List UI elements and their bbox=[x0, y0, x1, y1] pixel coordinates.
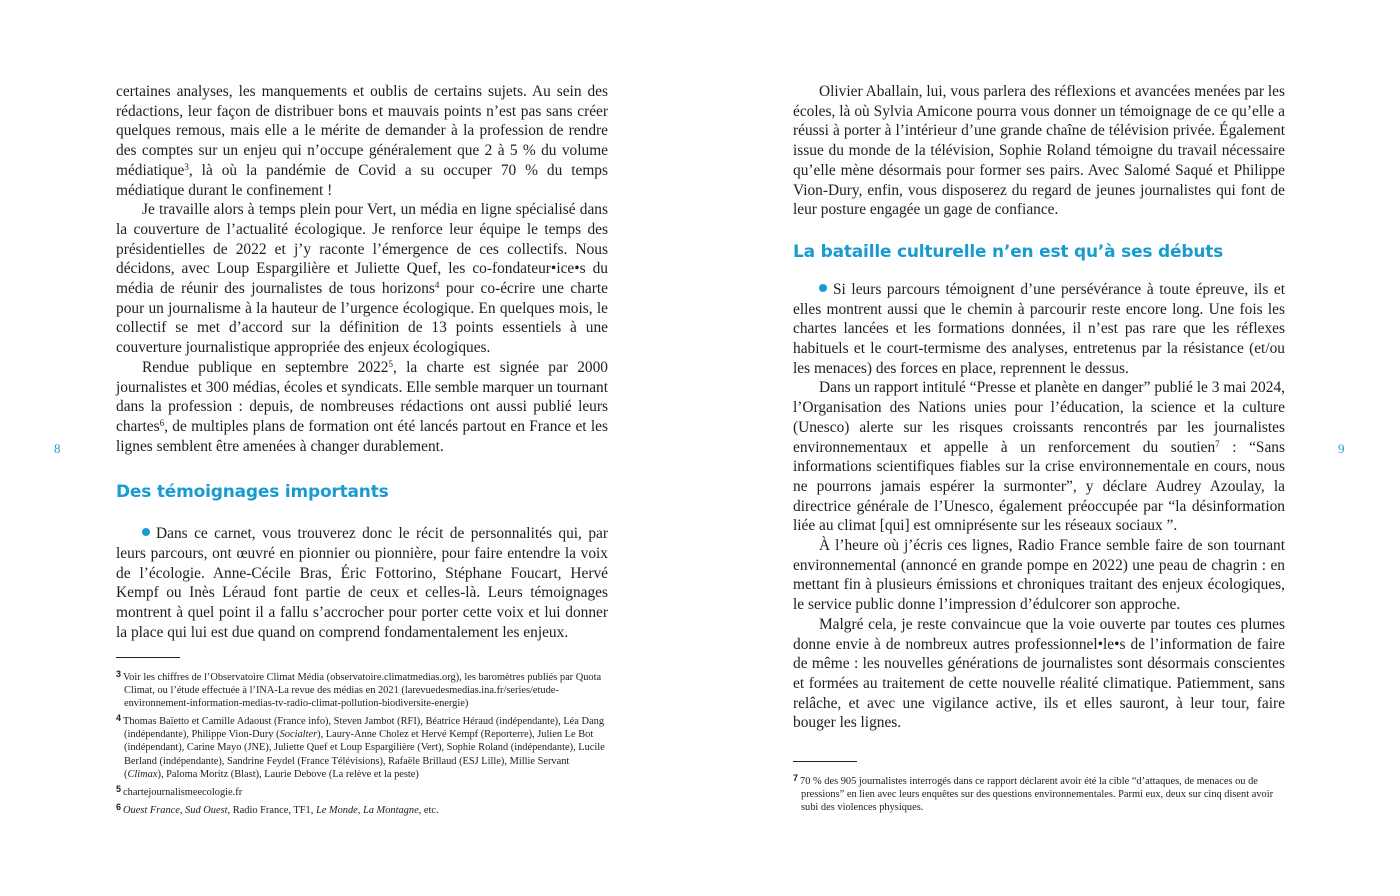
section-heading: La bataille culturelle n’en est qu’à ses débuts bbox=[793, 241, 1224, 262]
footnote-divider bbox=[793, 761, 857, 762]
footnote: 5 chartejournalismeecologie.fr bbox=[116, 783, 243, 798]
paragraph: Dans ce carnet, vous trouverez donc le récit de personnalités qui, par leurs parcours, ont œuvré en pionnier ou pionnière, pour faire entendre la voix de l’écologie. Anne-Cécile Bras, Éric Fottorino, Stéphane Foucart, Hervé Kempf ou Inès Léraud font partie de ceux et celles-là. Leurs témoignages montrent à quel point il a fallu s’accrocher pour porter cette voix et lui donner la place qui lui est due quand on comprend fondamentalement les enjeux. bbox=[116, 525, 608, 641]
footnote: 7 70 % des 905 journalistes interrogés dans ce rapport déclarent avoir été la cible “d’attaques, de menaces ou de pressions” en lien avec leurs enquêtes sur des questions environnementales. Parmi eux, deux sur cinq disent avoir subi des violences physiques. bbox=[793, 773, 1274, 814]
footnote-ref[interactable]: 5 bbox=[388, 358, 393, 369]
right-page bbox=[700, 0, 1400, 896]
right-text-column bbox=[793, 82, 1285, 733]
paragraph: Malgré cela, je reste convaincue que la voie ouverte par toutes ces plumes donne envie à de nombreux autres professionnel•le•s de l’information de faire de même : les nouvelles générations de journalistes sont désormais conscientes et formées au traitement de cette nouvelle réalité climatique. Patiemment, sans relâche, et avec une vigilance active, ils et elles sauront, à leur tour, faire bouger les lignes. bbox=[793, 615, 1285, 732]
paragraph: Dans un rapport intitulé “Presse et planète en danger” publié le 3 mai 2024, l’Organisation des Nations unies pour l’éducation, la science et la culture (Unesco) alerte sur les risques croissants rencontrés par les journalistes environnementaux et appelle à un renforcement du soutien$^7$ : “Sans informations scientifiques fiables sur la crise environnementale en cours, nous ne pourrons jamais espérer la surmonter”, y déclare Audrey Azoulay, la directrice générale de l’Unesco, également préoccupée par “la désinformation liée au climat [qui] est omniprésente sur les réseaux sociaux ”. bbox=[793, 379, 1285, 535]
footnote-ref[interactable]: 3 bbox=[184, 161, 189, 172]
left-text-column bbox=[116, 82, 608, 643]
paragraph: Olivier Aballain, lui, vous parlera des réflexions et avancées menées par les écoles, là où Sylvia Amicone pourra vous donner un témoignage de ce qu’elle a réussi à porter à l’intérieur d’une grande chaîne de télévision privée. Également issue du monde de la télévision, Sophie Roland témoigne du travail nécessaire qu’elle mène désormais pour former ses pairs. Avec Salomé Saqué et Philippe Vion-Dury, enfin, vous disposerez du regard de jeunes journalistes qui font de leur posture engagée un gage de confiance. bbox=[793, 83, 1285, 219]
page-number: 9 bbox=[1338, 441, 1345, 456]
footnote: 4 Thomas Baïetto et Camille Adaoust (France info), Steven Jambot (RFI), Béatrice Héraud (indépendante), Léa Dang (indépendante), Philippe Vion-Dury (Socialter), Laury-Anne Cholez et Hervé Kempf (Reporterre), Julien Le Bot (indépendant), Carine Mayo (JNE), Juliette Quef et Loup Espargilière (Vert), Sophie Roland (indépendante), Lucile Berland (indépendante), Sandrine Feydel (France Télévisions), Rafaële Brillaud (ESJ Lille), Millie Servant (Climax), Paloma Moritz (Blast), Laurie Debove (La relève et la peste) bbox=[116, 713, 605, 780]
paragraph: Je travaille alors à temps plein pour Vert, un média en ligne spécialisé dans la couverture de l’actualité écologique. Je renforce leur équipe le temps des présidentielles de 2022 et j’y raconte l’émergence de ces collectifs. Nous décidons, avec Loup Espargilière et Juliette Quef, les co-fondateur•ice•s du média de réunir des journalistes de tous horizons$^4$ pour co-écrire une charte pour un journalisme à la hauteur de l’urgence écologique. En quelques mois, le collectif se met d’accord sur la définition de 13 points essentiels à une couverture journalistique appropriée des enjeux écologiques. bbox=[116, 201, 608, 357]
footnote: 6 Ouest France, Sud Ouest, Radio France, TF1, Le Monde, La Montagne, etc. bbox=[116, 801, 439, 816]
section-heading: Des témoignages importants bbox=[116, 482, 389, 503]
bullet-dot-icon bbox=[142, 528, 150, 536]
bullet-dot-icon bbox=[819, 284, 827, 292]
paragraph: Si leurs parcours témoignent d’une persévérance à toute épreuve, ils et elles montrent aussi que le chemin à parcourir reste encore long. Une fois les chartes lancées et les formations données, il n’est pas rare que les réflexes habituels et le court-termisme des analyses, entretenus par la résistance (et/ou les menaces) des forces en place, reprennent le dessus. bbox=[793, 280, 1285, 377]
paragraph: certaines analyses, les manquements et oublis de certains sujets. Au sein des rédactions, leur façon de distribuer bons et mauvais points n’est pas sans créer quelques remous, mais elle a le mérite de demander à la profession de rendre des comptes sur un enjeu qui n’occupe généralement que 2 à 5 % du volume médiatique$^3$, là où la pandémie de Covid a su occuper 70 % du temps médiatique durant le confinement ! bbox=[116, 83, 608, 199]
footnotes bbox=[116, 657, 608, 817]
footnote-divider bbox=[116, 657, 180, 658]
footnote-ref[interactable]: 7 bbox=[1215, 438, 1220, 449]
footnote: 3 Voir les chiffres de l’Observatoire Climat Média (observatoire.climatmedias.org), les baromètres publiés par Quota Climat, ou l’étude effectuée à l’INA-La revue des médias en 2021 (larevuedesmedias.ina.fr/series/etude-environnement-information-medias-tv-radio-climat-pollution-biodiversite-energie) bbox=[116, 669, 602, 710]
paragraph: Rendue publique en septembre 2022$^5$, la charte est signée par 2000 journalistes et 300 médias, écoles et syndicats. Elle semble marquer un tournant dans la profession : depuis, de nombreuses rédactions ont aussi publié leurs chartes$^6$, de multiples plans de formation ont été lancés partout en France et les lignes semblent être amenées à changer durablement. bbox=[116, 358, 608, 455]
page-number: 8 bbox=[54, 441, 61, 456]
footnote-ref[interactable]: 4 bbox=[434, 280, 440, 291]
paragraph: À l’heure où j’écris ces lignes, Radio France semble faire de son tournant environnemental (annoncé en grande pompe en 2022) une peau de chagrin : en mettant fin à plusieurs émissions et chroniques traitant des enjeux écologiques, le service public donne l’impression d’édulcorer son approche. bbox=[793, 537, 1285, 614]
footnote-ref[interactable]: 6 bbox=[159, 417, 165, 428]
footnotes bbox=[793, 761, 1285, 814]
